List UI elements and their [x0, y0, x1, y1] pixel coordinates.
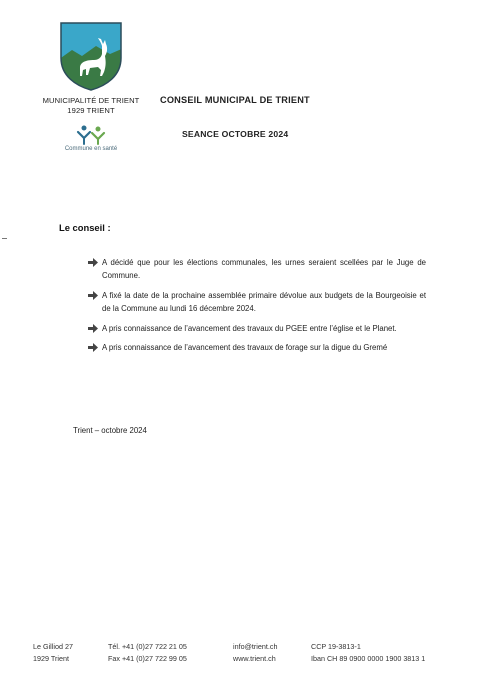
footer-iban-line: Iban CH 89 0900 0000 1900 3813 1 — [311, 653, 426, 663]
footer-address-line: 1929 Trient — [33, 653, 69, 663]
commune-en-sante-logo-icon — [76, 124, 106, 146]
footer-bank — [311, 641, 425, 664]
footer-ccp-line: CCP 19-3813-1 — [311, 642, 361, 651]
footer-web — [233, 641, 277, 664]
municipality-line-1: MUNICIPALITÉ DE TRIENT — [42, 96, 140, 105]
arrow-bullet-icon — [88, 291, 98, 300]
footer-address-line: Le Gilliod 27 — [33, 642, 73, 651]
place-date-line: Trient – octobre 2024 — [73, 426, 147, 435]
list-item-text: A fixé la date de la prochaine assemblée primaire dévolue aux budgets de la Bourgeoisie et de la Commune au lundi 16 décembre 2024. — [102, 290, 426, 314]
decision-list — [88, 256, 426, 360]
list-item — [88, 289, 426, 316]
footer-fax-line: Fax +41 (0)27 722 99 05 — [108, 653, 187, 663]
municipality-line-2: 1929 TRIENT — [67, 106, 115, 115]
arrow-bullet-icon — [88, 343, 98, 352]
list-item — [88, 322, 426, 335]
section-heading: Le conseil : — [59, 222, 111, 233]
document-title: CONSEIL MUNICIPAL DE TRIENT — [160, 95, 310, 105]
margin-mark — [2, 238, 7, 239]
arrow-bullet-icon — [88, 258, 98, 267]
footer-website-link[interactable]: www.trient.ch — [233, 653, 276, 663]
arrow-bullet-icon — [88, 324, 98, 333]
list-item-text: A pris connaissance de l’avancement des travaux de forage sur la digue du Gremé — [102, 343, 388, 353]
list-item-text: A décidé que pour les élections communales, les urnes seraient scellées par le Juge de Commune. — [102, 258, 426, 281]
footer-phone — [108, 641, 187, 664]
footer-phone-line: Tél. +41 (0)27 722 21 05 — [108, 642, 187, 651]
footer-address — [33, 641, 73, 664]
municipality-name — [38, 96, 144, 116]
footer-email-link[interactable]: info@trient.ch — [233, 642, 278, 651]
list-item-text: A pris connaissance de l’avancement des travaux du PGEE entre l’église et le Planet. — [102, 323, 397, 333]
document-subtitle: SEANCE OCTOBRE 2024 — [182, 129, 289, 139]
chamois-crest-icon — [58, 20, 124, 92]
list-item — [88, 341, 426, 354]
list-item — [88, 256, 426, 283]
commune-en-sante-label: Commune en santé — [64, 146, 118, 152]
